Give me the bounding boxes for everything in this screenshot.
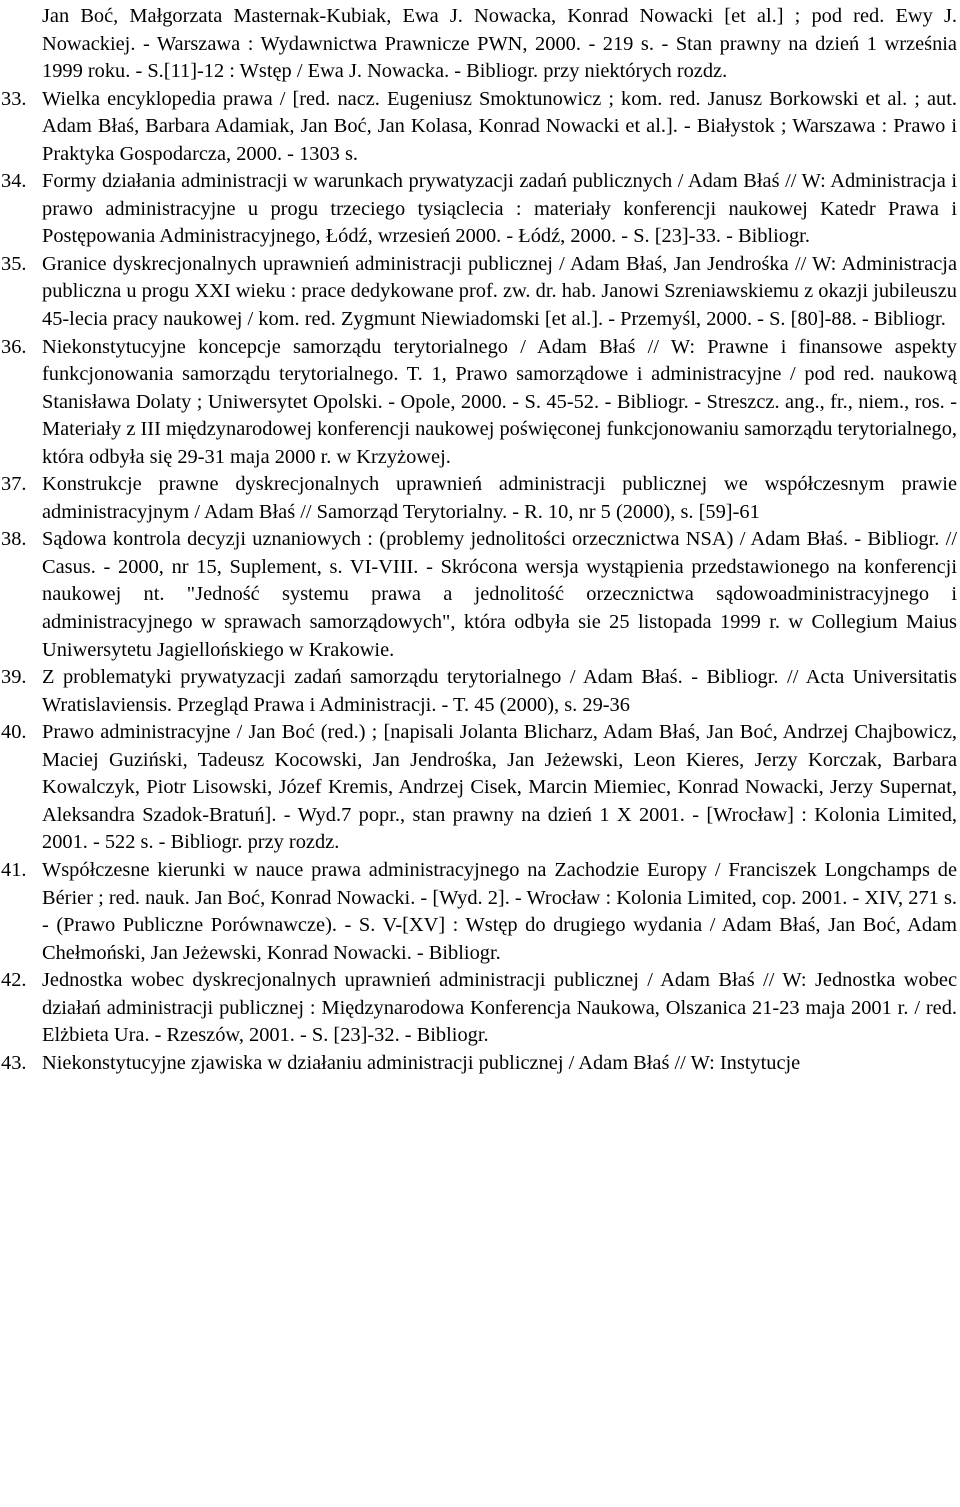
bibliography-entry-34 bbox=[0, 168, 960, 251]
entry-text: Niekonstytucyjne zjawiska w działaniu administracji publicznej / Adam Błaś // W: Instytucje bbox=[42, 1051, 801, 1074]
entry-number: 35. bbox=[1, 252, 27, 275]
entry-text: Konstrukcje prawne dyskrecjonalnych uprawnień administracji publicznej we współczesnym prawie administracyjnym / Adam Błaś // Samorząd Terytorialny. - R. 10, nr 5 (2000), s. [59]-61 bbox=[42, 473, 957, 523]
bibliography-entry-40 bbox=[0, 719, 960, 857]
bibliography-entry-41 bbox=[0, 857, 960, 967]
bibliography-entry-38 bbox=[0, 526, 960, 664]
entry-number: 36. bbox=[1, 335, 27, 358]
entry-number: 41. bbox=[1, 858, 27, 881]
bibliography-entry-33 bbox=[0, 86, 960, 169]
entry-text: Jan Boć, Małgorzata Masternak-Kubiak, Ewa J. Nowacka, Konrad Nowacki [et al.] ; pod red. Ewy J. Nowackiej. - Warszawa : Wydawnictwa Prawnicze PWN, 2000. - 219 s. - Stan prawny na dzień 1 września 1999 roku. - S.[11]-12 : Wstęp / Ewa J. Nowacka. - Bibliogr. przy niektórych rozdz. bbox=[42, 5, 957, 83]
entry-text: Jednostka wobec dyskrecjonalnych uprawnień administracji publicznej / Adam Błaś // W: Jednostka wobec działań administracji publicznej : Międzynarodowa Konferencja Naukowa, Olszanica 21-23 maja 2001 r. / red. Elżbieta Ura. - Rzeszów, 2001. - S. [23]-32. - Bibliogr. bbox=[42, 969, 957, 1047]
entry-number: 42. bbox=[1, 969, 27, 992]
entry-number: 33. bbox=[1, 87, 27, 110]
entry-text: Współczesne kierunki w nauce prawa administracyjnego na Zachodzie Europy / Franciszek Longchamps de Bérier ; red. nauk. Jan Boć, Konrad Nowacki. - [Wyd. 2]. - Wrocław : Kolonia Limited, cop. 2001. - XIV, 271 s. - (Prawo Publiczne Porównawcze). - S. V-[XV] : Wstęp do drugiego wydania / Adam Błaś, Jan Boć, Adam Chełmoński, Jan Jeżewski, Konrad Nowacki. - Bibliogr. bbox=[42, 858, 957, 964]
entry-number: 39. bbox=[1, 666, 27, 689]
entry-text: Niekonstytucyjne koncepcje samorządu terytorialnego / Adam Błaś // W: Prawne i finansowe aspekty funkcjonowania samorządu terytorialnego. T. 1, Prawo samorządowe i administracyjne / pod red. naukową Stanisława Dolaty ; Uniwersytet Opolski. - Opole, 2000. - S. 45-52. - Bibliogr. - Streszcz. ang., fr., niem., ros. - Materiały z III międzynarodowej konferencji naukowej poświęconej funkcjonowaniu samorządu terytorialnego, która odbyła się 29-31 maja 2000 r. w Krzyżowej. bbox=[42, 335, 957, 468]
bibliography-entry-continued bbox=[0, 3, 960, 86]
entry-number: 34. bbox=[1, 170, 27, 193]
bibliography-entry-35 bbox=[0, 251, 960, 334]
bibliography-entry-43 bbox=[0, 1050, 960, 1078]
bibliography-entry-42 bbox=[0, 967, 960, 1050]
entry-number: 43. bbox=[1, 1051, 27, 1074]
entry-number: 37. bbox=[1, 473, 27, 496]
entry-number: 38. bbox=[1, 528, 27, 551]
entry-text: Prawo administracyjne / Jan Boć (red.) ; [napisali Jolanta Blicharz, Adam Błaś, Jan Boć, Andrzej Chajbowicz, Maciej Guziński, Tadeusz Kocowski, Jan Jendrośka, Jan Jeżewski, Leon Kieres, Jerzy Korczak, Barbara Kowalczyk, Piotr Lisowski, Józef Kremis, Andrzej Cisek, Marcin Miemiec, Konrad Nowacki, Jerzy Supernat, Aleksandra Szadok-Bratuń]. - Wyd.7 popr., stan prawny na dzień 1 X 2001. - [Wrocław] : Kolonia Limited, 2001. - 522 s. - Bibliogr. przy rozdz. bbox=[42, 721, 957, 854]
bibliography-entry-36 bbox=[0, 334, 960, 472]
bibliography-entry-39 bbox=[0, 664, 960, 719]
bibliography-entry-37 bbox=[0, 471, 960, 526]
entry-number: 40. bbox=[1, 721, 27, 744]
entry-text: Wielka encyklopedia prawa / [red. nacz. Eugeniusz Smoktunowicz ; kom. red. Janusz Borkowski et al. ; aut. Adam Błaś, Barbara Adamiak, Jan Boć, Jan Kolasa, Konrad Nowacki et al.]. - Białystok ; Warszawa : Prawo i Praktyka Gospodarcza, 2000. - 1303 s. bbox=[42, 87, 957, 165]
entry-text: Z problematyki prywatyzacji zadań samorządu terytorialnego / Adam Błaś. - Bibliogr. // Acta Universitatis Wratislaviensis. Przegląd Prawa i Administracji. - T. 45 (2000), s. 29-36 bbox=[42, 666, 957, 716]
entry-text: Granice dyskrecjonalnych uprawnień administracji publicznej / Adam Błaś, Jan Jendrośka // W: Administracja publiczna u progu XXI wieku : prace dedykowane prof. zw. dr. hab. Janowi Szreniawskiemu z okazji jubileuszu 45-lecia pracy naukowej / kom. red. Zygmunt Niewiadomski [et al.]. - Przemyśl, 2000. - S. [80]-88. - Bibliogr. bbox=[42, 252, 957, 331]
entry-text: Sądowa kontrola decyzji uznaniowych : (problemy jednolitości orzecznictwa NSA) / Adam Błaś. - Bibliogr. // Casus. - 2000, nr 15, Suplement, s. VI-VIII. - Skrócona wersja wystąpienia przedstawionego na konferencji naukowej nt. "Jedność systemu prawa a jednolitość orzecznictwa sądowoadministracyjnego i administracyjnego w sprawach samorządowych", która odbyła sie 25 listopada 1999 r. w Collegium Maius Uniwersytetu Jagiellońskiego w Krakowie. bbox=[42, 528, 957, 661]
entry-text: Formy działania administracji w warunkach prywatyzacji zadań publicznych / Adam Błaś // W: Administracja i prawo administracyjne u progu trzeciego tysiąclecia : materiały konferencji naukowej Katedr Prawa i Postępowania Administracyjnego, Łódź, wrzesień 2000. - Łódź, 2000. - S. [23]-33. - Bibliogr. bbox=[42, 170, 957, 248]
